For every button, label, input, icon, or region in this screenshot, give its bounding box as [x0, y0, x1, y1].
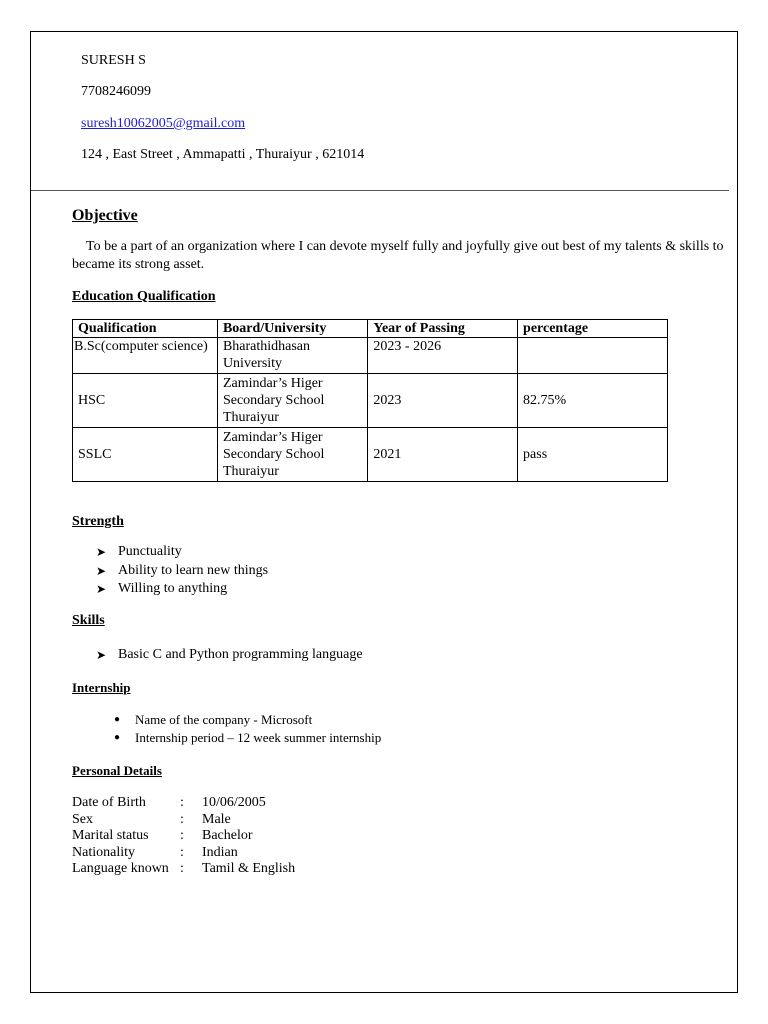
detail-separator: :	[180, 828, 184, 843]
internship-list	[96, 711, 381, 747]
header-divider	[31, 190, 729, 191]
table-cell-year: 2023	[368, 374, 518, 428]
education-table	[72, 319, 668, 482]
list-item-text: Basic C and Python programming language	[118, 647, 363, 662]
skills-heading: Skills	[72, 613, 105, 628]
detail-label: Language known	[72, 861, 169, 876]
detail-separator: :	[180, 861, 184, 876]
list-item	[96, 562, 268, 581]
board-line: Zamindar’s Higer	[222, 376, 323, 391]
detail-label: Marital status	[72, 828, 149, 843]
list-item-text: Name of the company - Microsoft	[135, 712, 313, 727]
arrow-bullet-icon: ➤	[96, 648, 107, 662]
detail-row	[72, 828, 295, 845]
list-item-text: Internship period – 12 week summer internship	[135, 730, 382, 745]
table-cell-qualification: SSLC	[73, 428, 218, 482]
detail-value: Male	[202, 811, 231, 827]
strength-heading: Strength	[72, 514, 124, 529]
detail-separator: :	[180, 811, 184, 827]
skills-list	[96, 646, 363, 665]
table-cell-year: 2021	[368, 428, 518, 482]
arrow-bullet-icon: ➤	[96, 545, 107, 559]
table-cell-percentage: 82.75%	[518, 374, 668, 428]
detail-value: Indian	[202, 844, 238, 860]
list-item	[96, 646, 363, 665]
strength-list	[96, 543, 268, 599]
detail-separator: :	[180, 795, 184, 810]
list-item	[96, 543, 268, 562]
table-cell-board	[217, 338, 367, 374]
table-header-cell: Board/University	[217, 320, 367, 338]
list-item-text: Ability to learn new things	[118, 562, 269, 578]
table-header-cell: Year of Passing	[368, 320, 518, 338]
detail-row	[72, 845, 295, 862]
list-item	[96, 711, 381, 729]
detail-row	[72, 795, 295, 812]
board-line: Secondary School	[222, 447, 325, 462]
table-row	[73, 338, 668, 374]
detail-row	[72, 812, 295, 829]
arrow-bullet-icon: ➤	[96, 582, 107, 596]
list-item-text: Punctuality	[118, 544, 182, 559]
detail-label: Sex	[72, 811, 93, 827]
table-cell-board	[217, 428, 367, 482]
dot-bullet-icon: ●	[114, 732, 121, 743]
table-row	[73, 428, 668, 482]
board-line: Thuraiyur	[222, 464, 279, 479]
board-line: Thuraiyur	[222, 410, 279, 425]
detail-row	[72, 861, 295, 878]
objective-text: To be a part of an organization where I can devote myself fully and joyfully give out best of my talents & skills to became its strong asset.	[72, 239, 724, 272]
table-row	[73, 374, 668, 428]
internship-heading: Internship	[72, 680, 131, 695]
table-header-row	[73, 320, 668, 338]
board-line: Bharathidhasan	[222, 339, 311, 354]
detail-value: Bachelor	[202, 828, 253, 843]
table-header-cell: Qualification	[73, 320, 218, 338]
detail-value: 10/06/2005	[202, 795, 266, 810]
table-cell-percentage	[518, 338, 668, 374]
board-line: Zamindar’s Higer	[222, 430, 323, 445]
education-heading: Education Qualification	[72, 289, 216, 304]
dot-bullet-icon: ●	[114, 714, 121, 725]
personal-details-heading: Personal Details	[72, 763, 162, 778]
arrow-bullet-icon: ➤	[96, 563, 107, 578]
list-item-text: Willing to anything	[118, 581, 228, 596]
table-cell-qualification: HSC	[73, 374, 218, 428]
table-cell-year: 2023 - 2026	[368, 338, 518, 374]
table-cell-percentage: pass	[518, 428, 668, 482]
candidate-name: SURESH S	[81, 53, 146, 68]
email-link[interactable]: suresh10062005@gmail.com	[81, 116, 246, 131]
detail-label: Nationality	[72, 844, 135, 860]
table-cell-qualification: B.Sc(computer science)	[73, 338, 218, 374]
detail-label: Date of Birth	[72, 795, 146, 810]
list-item	[96, 729, 381, 747]
board-line: Secondary School	[222, 393, 325, 408]
address: 124 , East Street , Ammapatti , Thuraiyur , 621014	[81, 147, 365, 162]
detail-value: Tamil & English	[202, 861, 296, 876]
detail-separator: :	[180, 844, 184, 860]
table-header-cell: percentage	[518, 320, 668, 338]
personal-details	[72, 795, 295, 878]
objective-heading: Objective	[72, 207, 138, 224]
table-cell-board	[217, 374, 367, 428]
board-line: University	[222, 356, 283, 371]
list-item	[96, 580, 268, 599]
phone-number: 7708246099	[81, 84, 151, 99]
